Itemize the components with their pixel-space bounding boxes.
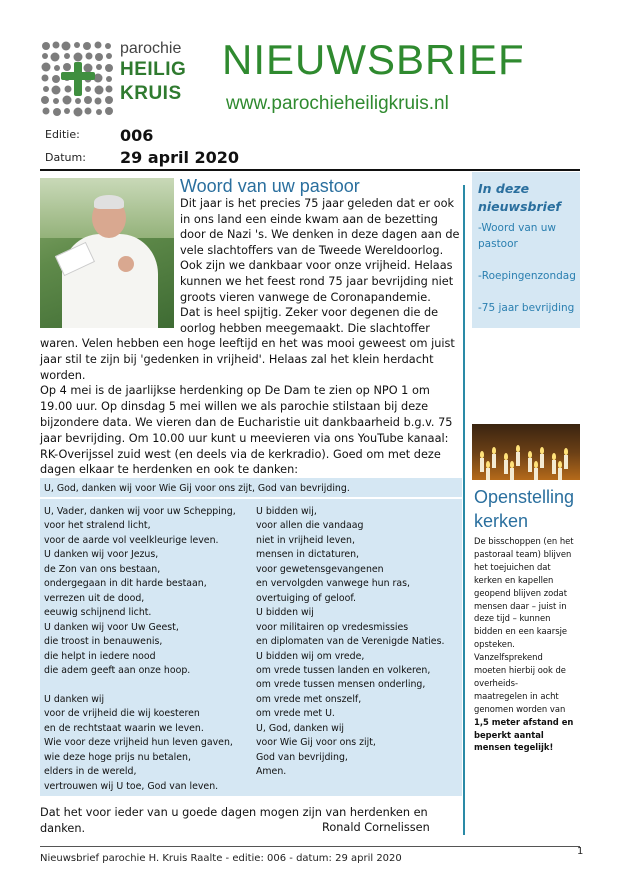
toc-title [478,180,561,216]
prayer-line: U bidden wij om vrede, [256,650,365,662]
churches-open-line: moeten hierbij ook de [474,665,566,675]
prayer-separator [40,497,462,499]
prayer-line: Wie voor deze vrijheid hun leven gaven, [44,737,233,749]
prayer-line: niet in vrijheid leven, [256,534,355,546]
prayer-line: U danken wij voor Uw Geest, [44,621,179,633]
churches-open-line: het toejuichen dat [474,561,551,572]
churches-open-line: De bisschoppen (en het [474,536,574,546]
prayer-line: Amen. [256,766,287,778]
logo-name-line-1: HEILIG [120,59,187,80]
closing-line-1: Dat het voor ieder van u goede dagen mogen zijn van herdenken en [40,806,428,819]
prayer-line: wie deze hoge prijs nu betalen, [44,751,191,763]
article-line: 19.00 uur. Op dinsdag 5 mei willen we als parochie stilstaan bij deze [40,400,429,414]
toc-title-line-2: nieuwsbrief [478,199,561,214]
churches-open-title [474,485,574,533]
pastor-photo [40,178,174,328]
churches-open-line: geopend blijven zodat [474,587,567,598]
edition-value: 006 [120,126,154,145]
page-number: 1 [577,846,584,857]
churches-open-line: pastoraal team) blijven [474,548,572,559]
prayer-line: U danken wij [44,693,105,705]
prayer-line: om vrede tussen landen en volkeren, [256,664,431,676]
signature: Ronald Cornelissen [322,821,430,834]
candles-photo [472,424,580,480]
article-line: groots vieren vanwege de Coronapandemie. [180,290,431,304]
prayer-line: en diplomaten van de Verenigde Naties. [256,636,445,648]
website-link[interactable]: www.parochieheiligkruis.nl [226,93,449,114]
churches-open-line: mensen daar – juist in [474,600,567,611]
column-divider [463,185,465,835]
prayer-line: U, God, danken wij [256,722,345,734]
prayer-line: voor de aarde vol veelkleurige leven. [44,534,219,546]
prayer-line: voor de vrijheid die wij koesteren [44,708,200,720]
prayer-line: U, Vader, danken wij voor uw Schepping, [44,506,236,517]
newsletter-title: NIEUWSBRIEF [222,36,525,83]
toc-item-woord-cont[interactable]: pastoor [478,238,518,250]
toc-item-bevrijding[interactable]: -75 jaar bevrijding [478,302,575,314]
article-line: door de Nazi 's. We denken in deze dagen aan de [180,228,460,242]
article-line: Ook zijn we dankbaar voor onze vrijheid. Helaas [180,259,453,273]
article-line: bijzondere data. We vieren dan de Eucharistie uit dankbaarheid b.g.v. 75 [40,416,453,429]
footer-divider [40,846,580,847]
prayer-line: mensen in dictaturen, [256,549,360,561]
churches-open-line: beperkt aantal [474,729,544,740]
churches-open-line: deze tijd – kunnen [474,613,551,624]
prayer-line: voor militairen op vredesmissies [256,621,409,633]
prayer-line: om vrede met onszelf, [256,693,362,705]
prayer-line: ondergegaan in dit harde bestaan, [44,578,207,590]
edition-label: Editie: [45,128,80,141]
article-line: oorlog hebben meegemaakt. Die slachtoffer [180,321,430,335]
article-line: dagen elkaar te herdenken en ook te danken: [40,463,299,477]
article-line: Dat is heel spijtig. Zeker voor degenen die de [180,306,439,320]
toc-item-woord[interactable]: -Woord van uw [478,222,556,234]
article-line: jaar stil te zijn bij 'gedenken in vrijheid'. Helaas zal het klein herdacht [40,352,434,366]
prayer-intro: U, God, danken wij voor Wie Gij voor ons zijt, God van bevrijding. [44,483,350,494]
prayer-line: die adem geeft aan onze hoop. [44,664,191,676]
prayer-line: God van bevrijding, [256,751,348,763]
prayer-line: om vrede tussen mensen onderling, [256,679,426,691]
toc-item-roepingenzondag[interactable]: -Roepingenzondag [478,270,576,282]
prayer-line: overtuiging of geloof. [256,592,356,604]
article-line: worden. [40,368,86,382]
prayer-line: U danken wij voor Jezus, [44,549,159,561]
article-line: Dit jaar is het precies 75 jaar geleden dat er ook [180,197,455,210]
article-title: Woord van uw pastoor [180,176,360,196]
header-divider [40,169,580,171]
date-value: 29 april 2020 [120,148,240,167]
prayer-line: en de rechtstaat waarin we leven. [44,722,204,734]
churches-open-title-line-1: Openstelling [474,487,575,507]
prayer-line: voor het stralend licht, [44,520,151,532]
prayer-line: die helpt in iedere nood [44,650,156,662]
date-label: Datum: [45,151,86,164]
prayer-line: elders in de wereld, [44,766,137,778]
article-line: kunnen we het feest rond 75 jaar bevrijding niet [180,275,454,288]
logo-name-line-2: KRUIS [120,83,182,104]
churches-open-line: overheids- [474,677,519,688]
footer-text: Nieuwsbrief parochie H. Kruis Raalte - editie: 006 - datum: 29 april 2020 [40,853,402,864]
logo-parish-label: parochie [120,40,182,57]
article-line: waren. Velen hebben een hoge leeftijd en het was mooi geweest om juist [40,337,455,350]
prayer-line: voor Wie Gij voor ons zijt, [256,737,376,749]
article-line: in ons land een einde kwam aan de bezetting [180,212,438,226]
churches-open-line: mensen tegelijk! [474,742,554,753]
prayer-line: U bidden wij [256,607,314,619]
article-line: RK-Overijssel zuid west (en deels via de kerkradio). Goed om met deze [40,447,441,461]
closing-line-2: danken. [40,822,86,835]
prayer-line: voor allen die vandaag [256,520,364,532]
article-line: Op 4 mei is de jaarlijkse herdenking op De Dam te zien op NPO 1 om [40,384,430,398]
churches-open-line: genomen worden van [474,703,566,714]
prayer-line: verrezen uit de dood, [44,592,145,604]
prayer-line: vertrouwen wij U toe, God van leven. [44,780,219,792]
churches-open-line: kerken en kapellen [474,574,554,585]
parish-logo-text [120,40,186,106]
churches-open-line: bidden en een kaarsje [474,626,568,637]
prayer-line: en vervolgden vanwege hun ras, [256,578,410,590]
article-line: jaar bevrijding. Om 10.00 uur kunt u meevieren via ons YouTube kanaal: [40,431,449,445]
churches-open-line: maatregelen in acht [474,690,559,701]
prayer-line: om vrede met U. [256,708,335,720]
article-line: vele slachtoffers van de Tweede Wereldoorlog. [180,243,444,257]
prayer-line: voor gewetensgevangenen [256,563,384,575]
prayer-line: eeuwig schijnend licht. [44,607,152,619]
churches-open-line: 1,5 meter afstand en [474,716,574,727]
prayer-line: die troost in benauwenis, [44,636,163,648]
churches-open-title-line-2: kerken [474,511,529,531]
churches-open-line: opsteken. [474,639,515,650]
prayer-line: U bidden wij, [256,506,317,517]
churches-open-line: Vanzelfsprekend [474,652,543,663]
toc-title-line-1: In deze [478,181,530,196]
prayer-line: de Zon van ons bestaan, [44,563,161,575]
